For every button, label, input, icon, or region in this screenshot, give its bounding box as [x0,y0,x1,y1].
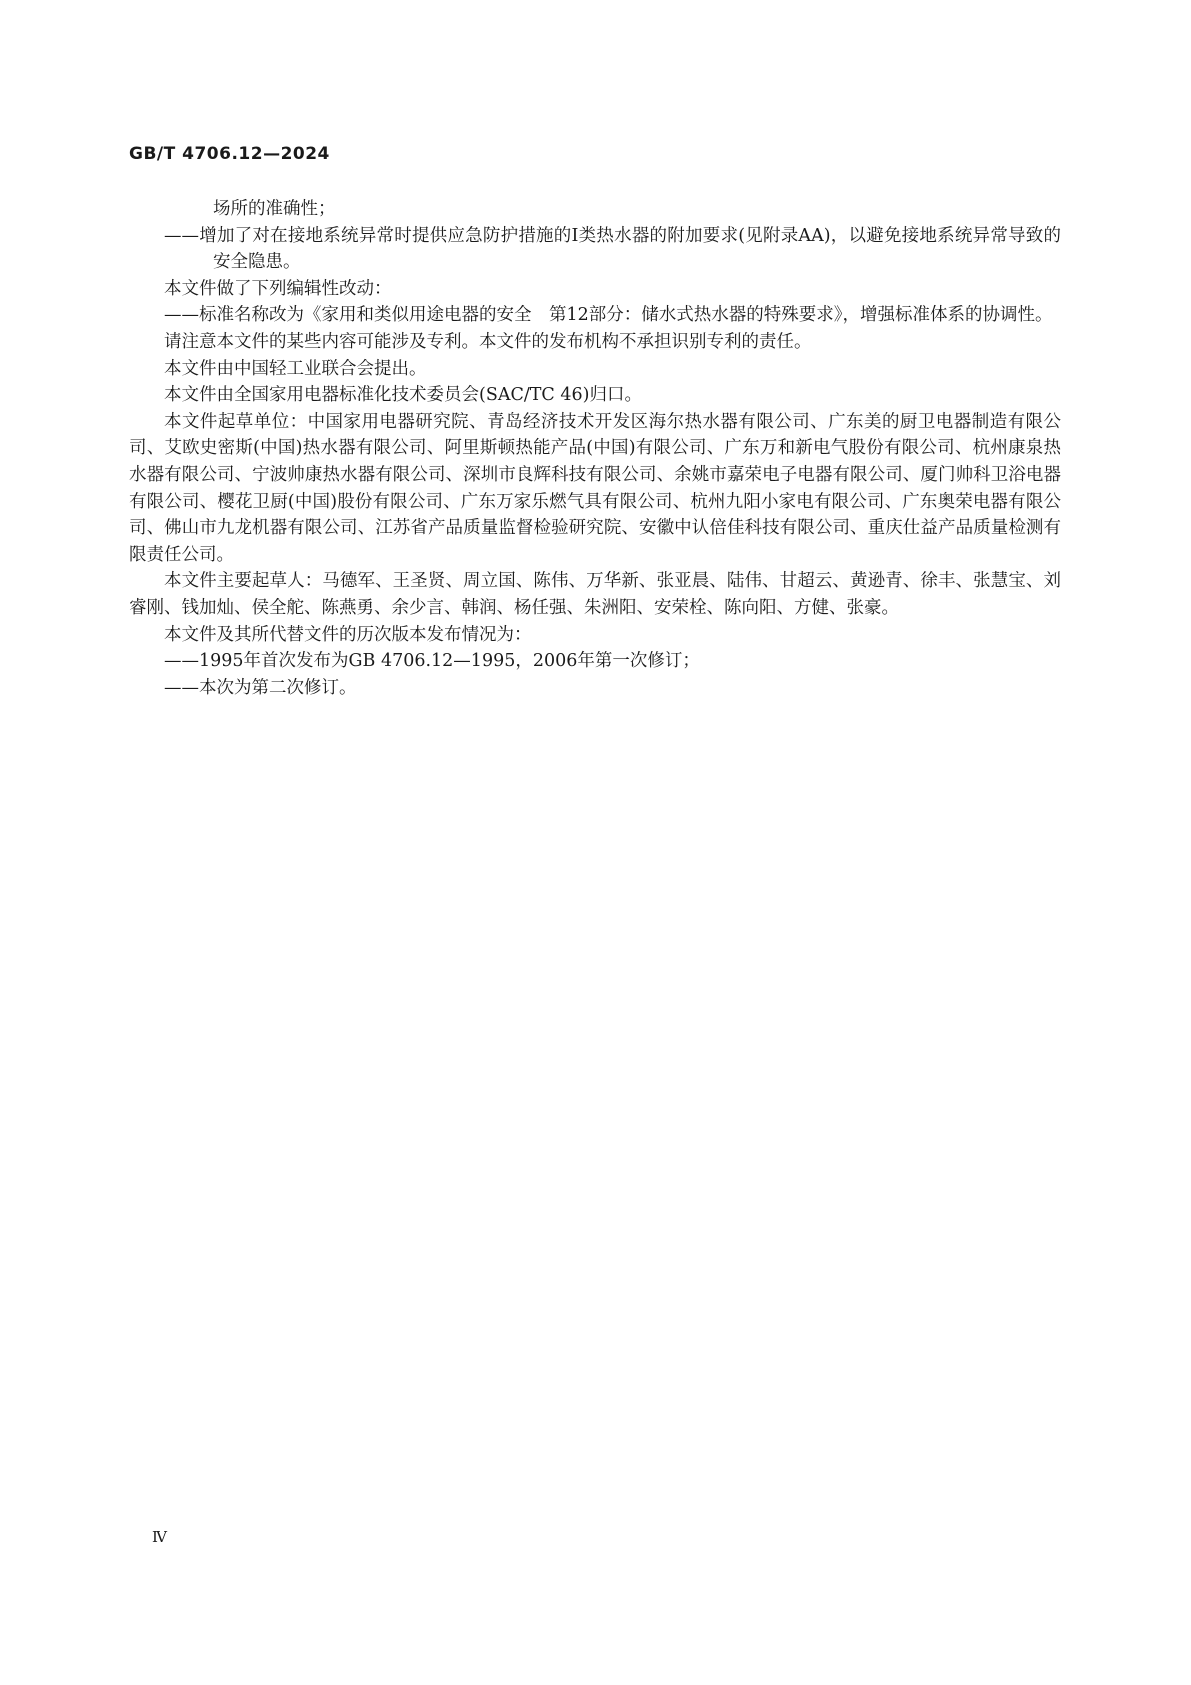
proposer-statement: 本文件由中国轻工业联合会提出。 [164,358,427,379]
drafting-organizations: 本文件起草单位：中国家用电器研究院、青岛经济技术开发区海尔热水器有限公司、广东美的厨卫电器制造有限公司、艾欧史密斯(中国)热水器有限公司、阿里斯顿热能产品(中国)有限公司、广东万和新电气股份有限公司、杭州康泉热水器有限公司、宁波帅康热水器有限公司、深圳市良辉科技有限公司、余姚市嘉荣电子电器有限公司、厦门帅科卫浴电器有限公司、樱花卫厨(中国)股份有限公司、广东万家乐燃气具有限公司、杭州九阳小家电有限公司、广东奥荣电器有限公司、佛山市九龙机器有限公司、江苏省产品质量监督检验研究院、安徽中认倍佳科技有限公司、重庆仕益产品质量检测有限责任公司。 [129,411,1061,565]
page-number: Ⅳ [152,1528,167,1546]
change-item-title: ——标准名称改为《家用和类似用途电器的安全 第12部分：储水式热水器的特殊要求》，增强标准体系的协调性。 [164,305,1053,326]
patent-notice: 请注意本文件的某些内容可能涉及专利。本文件的发布机构不承担识别专利的责任。 [164,331,812,352]
committee-statement: 本文件由全国家用电器标准化技术委员会(SAC/TC 46)归口。 [164,385,642,406]
change-item-grounding: ——增加了对在接地系统异常时提供应急防护措施的Ⅰ类热水器的附加要求(见附录AA)，以避免接地系统异常导致的安全隐患。 [164,225,1061,273]
version-history-item-1: ——1995年首次发布为GB 4706.12—1995，2006年第一次修订； [164,651,700,672]
main-drafters: 本文件主要起草人：马德军、王圣贤、周立国、陈伟、万华新、张亚晨、陆伟、甘超云、黄逊青、徐丰、张慧宝、刘睿刚、钱加灿、侯全舵、陈燕勇、余少言、韩润、杨任强、朱洲阳、安荣栓、陈向阳、方健、张豪。 [129,571,1061,618]
version-history-intro: 本文件及其所代替文件的历次版本发布情况为： [164,624,532,645]
continued-text: 场所的准确性； [213,199,336,219]
foreword-body [129,196,1061,701]
version-history-item-2: ——本次为第二次修订。 [164,677,357,698]
editorial-changes-intro: 本文件做了下列编辑性改动： [164,278,392,299]
standard-number: GB/T 4706.12—2024 [129,144,330,164]
